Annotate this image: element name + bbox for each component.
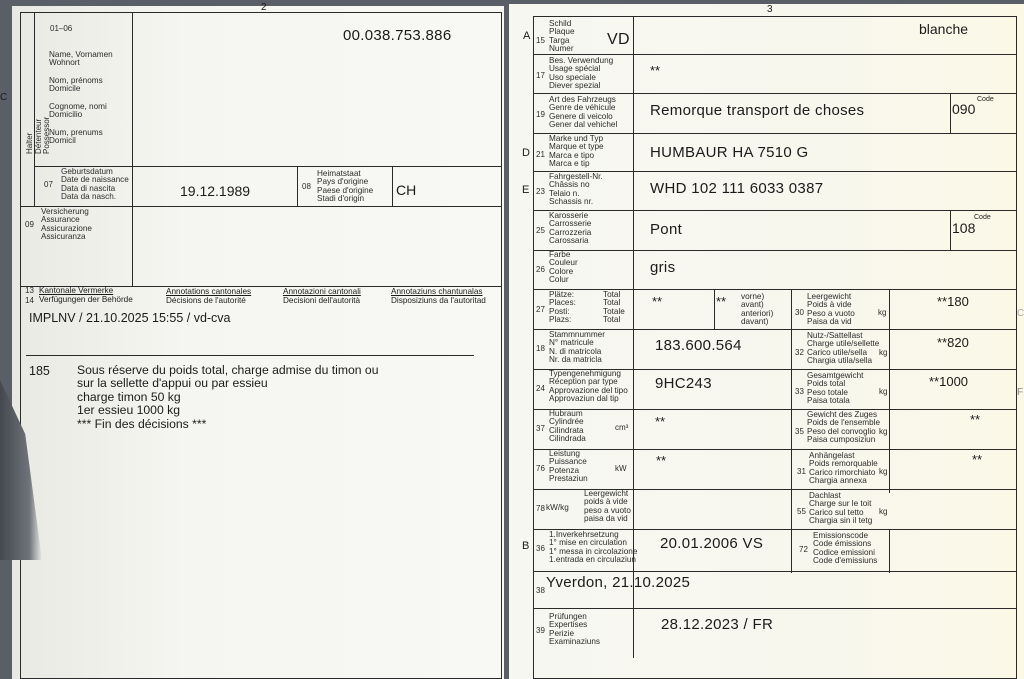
field-number-15: 15 (536, 36, 545, 45)
authority-col-de: Kantonale Vermerke Verfügungen der Behörde (39, 286, 133, 304)
field-number-13: 13 (25, 286, 34, 295)
roof-load-unit: kg (879, 507, 888, 516)
row-divider-15 (533, 54, 1017, 55)
weight-value-divider (889, 289, 890, 493)
seats-total-value: ** (652, 294, 663, 309)
field-number-30: 30 (795, 308, 804, 317)
field-number-25: 25 (536, 226, 545, 235)
type-approval-value: 9HC243 (655, 375, 712, 392)
field-number-08: 08 (302, 182, 311, 191)
row-divider-36 (533, 571, 1017, 572)
origin-value: CH (396, 182, 417, 198)
right-mid-divider (791, 289, 792, 573)
matriculation-value: 183.600.564 (655, 337, 742, 354)
total-weight-label: Gesamtgewicht Poids total Peso totale Paisa totala (807, 371, 864, 406)
authority-divider (26, 355, 474, 356)
decision-code: 185 (29, 364, 50, 378)
letter-f: F (1017, 387, 1024, 398)
field-number-17: 17 (536, 71, 545, 80)
body-value: Pont (650, 221, 683, 238)
field-number-26: 26 (536, 265, 545, 274)
first-registration-value: 20.01.2006 VS (660, 535, 764, 552)
holder-divider (132, 12, 133, 287)
plate-label: Schild Plaque Targa Numer (549, 19, 575, 54)
holder-label-rm: Num, prenums Domicil (49, 128, 103, 146)
row-divider-37 (533, 449, 1017, 450)
holder-label-fr: Nom, prénoms Domicile (49, 76, 103, 94)
row-divider-19 (533, 133, 1017, 134)
row-divider-17 (533, 93, 1017, 94)
first-registration-label: 1.Inverkehrsetzung 1° mise en circulation 1° messa in circolazione 1.entrada en circulaziun (549, 530, 638, 565)
row-divider-21 (533, 171, 1017, 172)
empty-weight-unit: kg (878, 308, 887, 317)
seats-total-label: Total Total Totale Total (603, 290, 625, 325)
field-number-27: 27 (536, 305, 545, 314)
field-number-07: 07 (44, 180, 53, 189)
seats-front-value: ** (716, 294, 727, 309)
authority-col-it: Annotazioni cantonali Decisioni dell'autorità (283, 287, 361, 305)
left-page (0, 2, 504, 679)
origin-label: Heimatstaat Pays d'origine Paese d'origine Stadi d'origin (317, 169, 374, 204)
empty-weight-value: **180 (937, 294, 969, 309)
field-number-19: 19 (536, 110, 545, 119)
row-divider-birth-bottom (20, 206, 502, 207)
vehicle-code-divider (950, 93, 951, 133)
vehicle-code-label: Code (977, 96, 994, 103)
row-divider-27 (533, 329, 1017, 330)
birthdate-label: Geburtsdatum Date de naissance Data di nascita Data da nasch. (61, 167, 129, 202)
field-number-78: 78 (536, 504, 545, 513)
row-divider-25 (533, 250, 1017, 251)
field-number-14: 14 (25, 296, 34, 305)
seats-front-divider (714, 289, 715, 329)
displacement-label: Hubraum Cylindrée Cilindrata Cilindrada (549, 409, 586, 444)
issue-place-date-value: Yverdon, 21.10.2025 (546, 574, 691, 591)
towable-load-value: ** (972, 452, 983, 467)
birthdate-value: 19.12.1989 (180, 183, 251, 199)
field-number-36: 36 (536, 544, 545, 553)
vehicle-type-value: Remorque transport de choses (650, 102, 865, 119)
empty-weight-label: Leergewicht Poids à vide Peso a vuoto Paisa da vid (807, 292, 855, 327)
train-weight-label: Gewicht des Zuges Poids de l'ensemble Peso del convoglio Paisa cumposiziun (807, 410, 881, 445)
holder-number-value: 00.038.753.886 (343, 27, 452, 44)
vehicle-code-value: 090 (952, 101, 976, 117)
power-weight-label: Leergewicht poids à vide peso a vuoto paisa da vid (584, 489, 631, 524)
field-number-38: 38 (536, 586, 545, 595)
page-number-left: 2 (261, 2, 267, 13)
field-number-35: 35 (795, 427, 804, 436)
field-number-21: 21 (536, 150, 545, 159)
field-number-32: 32 (795, 348, 804, 357)
chassis-label: Fahrgestell-Nr. Châssis no Telaio n. Schassis nr. (549, 172, 603, 207)
seats-front-label: vorne) avant) anteriori) davant) (741, 292, 774, 327)
body-code-divider (950, 210, 951, 250)
origin-divider (297, 166, 298, 206)
field-number-09: 09 (25, 220, 34, 229)
letter-e: E (522, 184, 530, 196)
row-divider-23 (533, 210, 1017, 211)
field-number-76: 76 (536, 464, 545, 473)
holder-label-it: Cognome, nomi Domicilio (49, 102, 107, 120)
body-code-label: Code (974, 214, 991, 221)
towable-load-label: Anhängelast Poids remorquable Carico rimorchiato Chargia annexa (809, 451, 878, 486)
field-number-23: 23 (536, 187, 545, 196)
left-page-left-edge (20, 12, 21, 678)
payload-unit: kg (879, 348, 888, 357)
left-page-right-edge (501, 12, 502, 678)
power-unit: kW (615, 464, 627, 473)
letter-d: D (522, 147, 530, 159)
special-use-value: ** (650, 63, 661, 78)
chassis-value: WHD 102 111 6033 0387 (650, 180, 824, 197)
power-weight-unit: kW/kg (546, 503, 569, 512)
inspections-label: Prüfungen Expertises Perizie Examinaziuns (549, 612, 600, 647)
total-weight-value: **1000 (929, 374, 969, 389)
power-label: Leistung Puissance Potenza Prestaziun (549, 449, 588, 484)
field-number-24: 24 (536, 384, 545, 393)
matriculation-label: Stammnummer N° matricule N. di matricola Nr. da matricla (549, 330, 605, 365)
field-number-33: 33 (795, 387, 804, 396)
holder-label-de: Name, Vornamen Wohnort (49, 50, 113, 68)
insurance-label: Versicherung Assurance Assicurazione Assicuranza (41, 207, 92, 242)
emission-code-divider (889, 529, 890, 573)
authority-col-rm: Annotaziuns chantunalas Disposiziuns da l'autoritad (391, 287, 486, 305)
row-divider-38 (533, 608, 1017, 609)
train-weight-unit: kg (879, 427, 888, 436)
color-label: Farbe Couleur Colore Colur (549, 250, 578, 285)
payload-label: Nutz-/Sattellast Charge utile/sellette Carico utile/sella Chargia utila/sella (807, 331, 880, 366)
vehicle-type-label: Art des Fahrzeugs Genre de véhicule Genere di veicolo Gener dal vehichel (549, 95, 618, 130)
inspections-divider (633, 608, 634, 658)
holder-side-divider (34, 12, 35, 207)
field-number-72: 72 (799, 545, 808, 554)
make-type-value: HUMBAUR HA 7510 G (650, 144, 809, 161)
letter-b: B (522, 540, 530, 552)
color-value: gris (650, 259, 676, 276)
roof-load-label: Dachlast Charge sur le toit Carico sul tetto Chargia sin il tetg (809, 491, 873, 526)
field-number-18: 18 (536, 344, 545, 353)
power-value: ** (656, 453, 667, 468)
train-weight-value: ** (970, 412, 981, 427)
displacement-unit: cm³ (615, 423, 629, 432)
special-use-label: Bes. Verwendung Usage spécial Uso speciale Diever spezial (549, 56, 614, 91)
displacement-value: ** (655, 414, 666, 429)
field-number-31: 31 (797, 467, 806, 476)
towable-load-unit: kg (879, 467, 888, 476)
type-approval-label: Typengenehmigung Réception par type Approvazione del tipo Approvaziun dal tip (549, 369, 628, 404)
page-number-right: 3 (767, 4, 773, 15)
payload-value: **820 (937, 335, 969, 350)
origin-value-divider (392, 166, 393, 206)
plate-color-value: blanche (919, 21, 969, 37)
make-type-label: Marke und Typ Marque et type Marca e tipo Marca e tip (549, 134, 604, 169)
right-page (509, 4, 1024, 679)
field-number-39: 39 (536, 626, 545, 635)
body-label: Karosserie Carrosserie Carrozzeria Carossaria (549, 211, 592, 246)
letter-a: A (523, 30, 531, 42)
right-label-divider (633, 16, 634, 611)
letter-c-right: C (1017, 308, 1024, 319)
field-number-37: 37 (536, 424, 545, 433)
letter-c-left: C (0, 92, 8, 103)
holder-side-label: Halter Détenteur Possessor (25, 116, 52, 154)
authority-col-fr: Annotations cantonales Décisions de l'autorité (166, 287, 252, 305)
total-weight-unit: kg (879, 387, 888, 396)
field-number-01-06: 01–06 (50, 24, 73, 33)
authority-stamp: IMPLNV / 21.10.2025 15:55 / vd-cva (29, 311, 231, 325)
plate-canton-value: VD (607, 31, 630, 48)
emission-code-label: Emissionscode Code émissions Codice emissioni Code d'emissiuns (813, 531, 878, 566)
field-number-55: 55 (797, 507, 806, 516)
row-divider-24 (533, 409, 1017, 410)
inspections-value: 28.12.2023 / FR (661, 616, 774, 633)
body-code-value: 108 (952, 220, 976, 236)
seats-label: Plätze: Places: Posti: Plazs: (549, 290, 576, 325)
decision-text: Sous réserve du poids total, charge admise du timon ou sur la sellette d'appui ou par essieu charge timon 50 kg 1er essieu 1000 kg *** Fin des décisions *** (77, 363, 379, 431)
